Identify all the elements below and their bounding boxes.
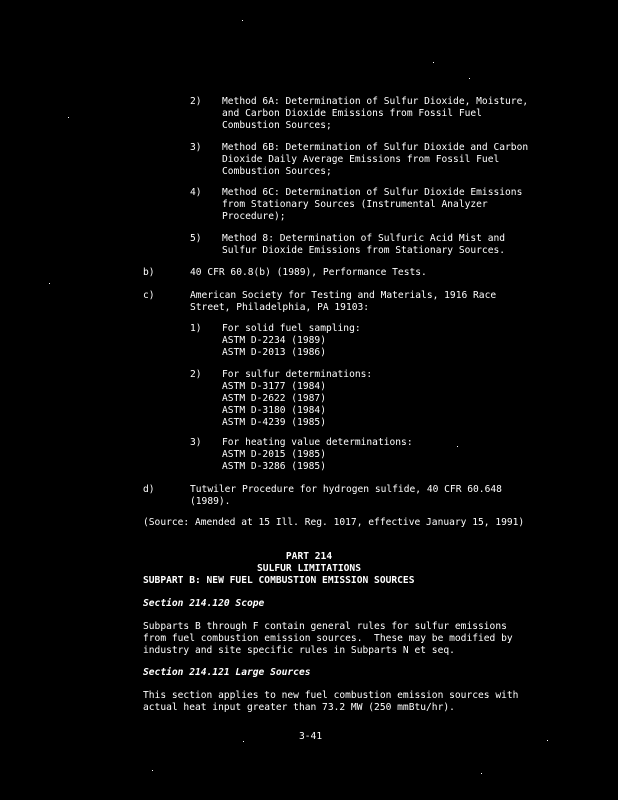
page-number: 3-41 <box>299 731 323 742</box>
section-label: b) <box>143 267 155 278</box>
list-item-line: Method 6B: Determination of Sulfur Dioxide and Carbon <box>222 142 529 153</box>
paragraph-line: industry and site specific rules in Subparts N et seq. <box>143 645 455 656</box>
scan-speck <box>469 78 470 79</box>
section-heading: Section 214.121 Large Sources <box>143 667 311 678</box>
paragraph-line: actual heat input greater than 73.2 MW (250 mmBtu/hr). <box>143 702 455 713</box>
list-number: 5) <box>190 233 202 244</box>
list-number: 1) <box>190 323 202 334</box>
list-number: 3) <box>190 437 202 448</box>
list-number: 2) <box>190 96 202 107</box>
paragraph-line: from fuel combustion emission sources. These may be modified by <box>143 633 513 644</box>
astm-reference: ASTM D-3180 (1984) <box>222 405 326 416</box>
astm-reference: ASTM D-2234 (1989) <box>222 335 326 346</box>
section-label: c) <box>143 290 155 301</box>
part-heading: PART 214 <box>285 551 333 562</box>
section-text: American Society for Testing and Materials, 1916 Race <box>190 290 497 301</box>
list-item-line: Method 8: Determination of Sulfuric Acid Mist and <box>222 233 506 244</box>
astm-reference: ASTM D-3177 (1984) <box>222 381 326 392</box>
list-item-line: Procedure); <box>222 211 286 222</box>
list-item-title: For solid fuel sampling: <box>222 323 361 334</box>
scan-speck <box>433 62 434 63</box>
scan-speck <box>481 773 482 774</box>
astm-reference: ASTM D-2015 (1985) <box>222 449 326 460</box>
subpart-heading: SUBPART B: NEW FUEL COMBUSTION EMISSION SOURCES <box>143 575 415 586</box>
astm-reference: ASTM D-2013 (1986) <box>222 347 326 358</box>
scan-speck <box>68 117 69 118</box>
list-item-title: For sulfur determinations: <box>222 369 373 380</box>
scan-speck <box>242 20 243 21</box>
list-item-line: Method 6A: Determination of Sulfur Dioxide, Moisture, <box>222 96 529 107</box>
scan-speck <box>457 446 458 447</box>
section-text: Street, Philadelphia, PA 19103: <box>190 302 370 313</box>
section-heading: Section 214.120 Scope <box>143 598 265 609</box>
astm-reference: ASTM D-2622 (1987) <box>222 393 326 404</box>
paragraph-line: Subparts B through F contain general rules for sulfur emissions <box>143 621 507 632</box>
list-number: 4) <box>190 187 202 198</box>
list-number: 2) <box>190 369 202 380</box>
section-text: 40 CFR 60.8(b) (1989), Performance Tests. <box>190 267 427 278</box>
list-item-line: Dioxide Daily Average Emissions from Fossil Fuel <box>222 154 500 165</box>
source-note: (Source: Amended at 15 Ill. Reg. 1017, effective January 15, 1991) <box>143 517 525 528</box>
section-label: d) <box>143 484 155 495</box>
list-item-line: from Stationary Sources (Instrumental Analyzer <box>222 199 488 210</box>
astm-reference: ASTM D-4239 (1985) <box>222 417 326 428</box>
section-text: (1989). <box>190 496 231 507</box>
part-title: SULFUR LIMITATIONS <box>257 563 361 574</box>
list-item-line: and Carbon Dioxide Emissions from Fossil Fuel <box>222 108 482 119</box>
list-item-line: Combustion Sources; <box>222 166 332 177</box>
scan-speck <box>152 770 153 771</box>
list-item-line: Sulfur Dioxide Emissions from Stationary Sources. <box>222 245 506 256</box>
list-item-line: Method 6C: Determination of Sulfur Dioxide Emissions <box>222 187 523 198</box>
scan-speck <box>49 283 50 284</box>
list-number: 3) <box>190 142 202 153</box>
section-text: Tutwiler Procedure for hydrogen sulfide, 40 CFR 60.648 <box>190 484 502 495</box>
astm-reference: ASTM D-3286 (1985) <box>222 461 326 472</box>
list-item-line: Combustion Sources; <box>222 120 332 131</box>
list-item-title: For heating value determinations: <box>222 437 413 448</box>
paragraph-line: This section applies to new fuel combustion emission sources with <box>143 690 519 701</box>
scan-speck <box>547 740 548 741</box>
scan-speck <box>243 741 244 742</box>
